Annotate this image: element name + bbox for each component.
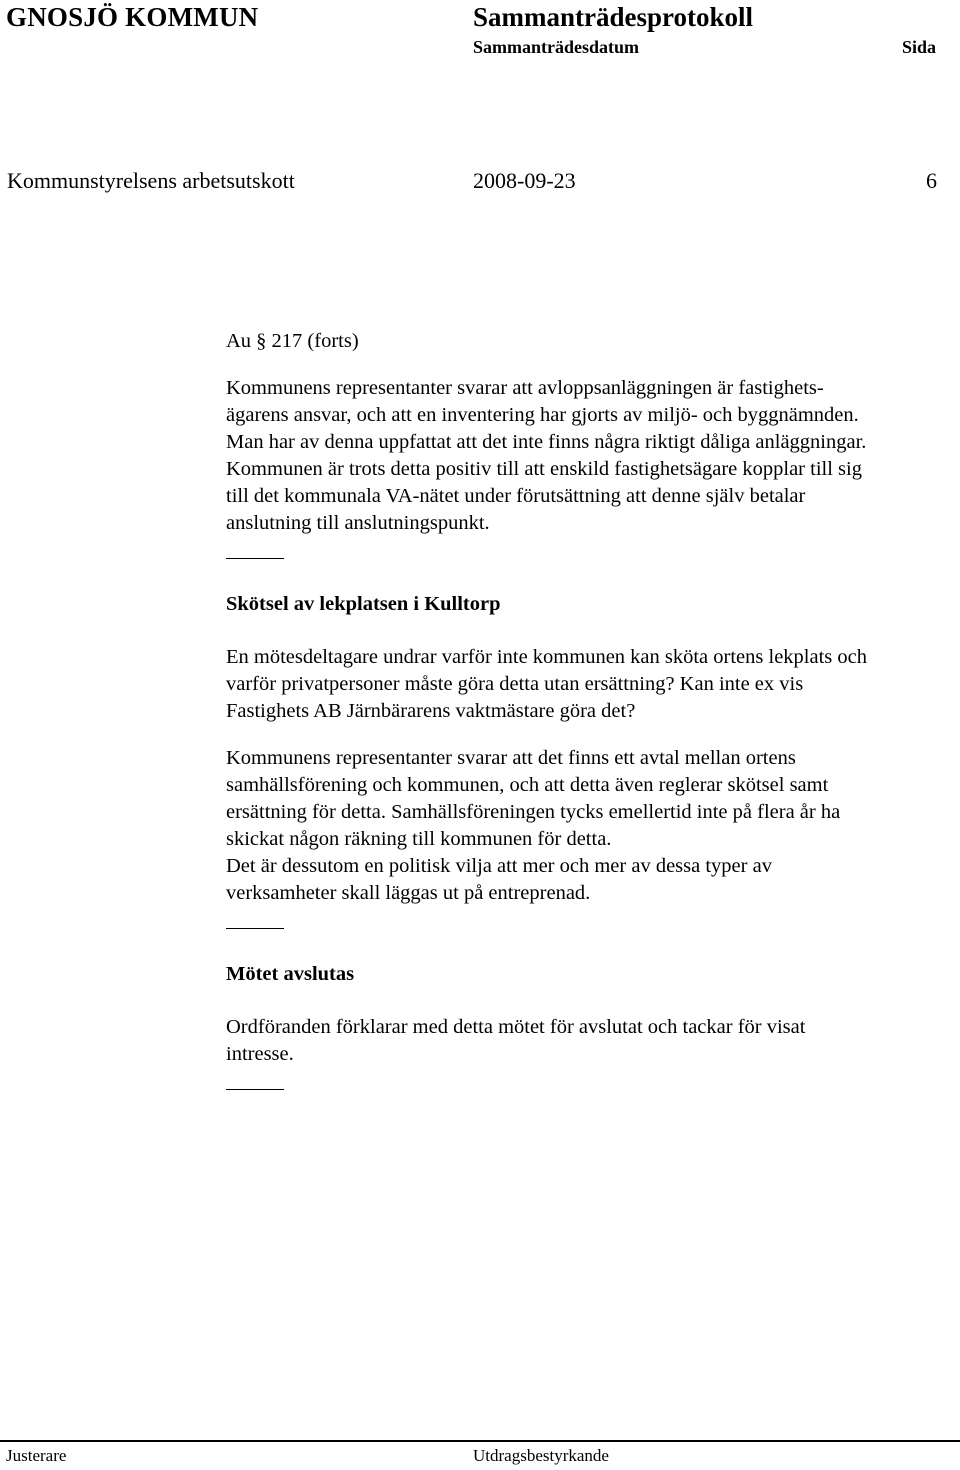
meeting-date-label: Sammanträdesdatum bbox=[473, 37, 640, 57]
text-line: En mötesdeltagare undrar varför inte kommunen kan sköta ortens lekplats och bbox=[226, 646, 867, 668]
text-line: Fastighets AB Järnbärarens vaktmästare göra det? bbox=[226, 700, 636, 722]
meeting-date: 2008-09-23 bbox=[473, 168, 576, 193]
case-reference: Au § 217 (forts) bbox=[226, 330, 359, 352]
heading-lekplats: Skötsel av lekplatsen i Kulltorp bbox=[226, 593, 501, 615]
document-title: Sammanträdesprotokoll bbox=[473, 2, 754, 32]
text-line: Man har av denna uppfattat att det inte finns några riktigt dåliga anläggningar. bbox=[226, 431, 867, 453]
paragraph-closing bbox=[226, 1014, 956, 1068]
text-line: till det kommunala VA-nätet under förutsättning att denne själv betalar bbox=[226, 485, 806, 507]
text-line: Kommunen är trots detta positiv till att enskild fastighetsägare kopplar till sig bbox=[226, 458, 862, 480]
text-line: Kommunens representanter svarar att det finns ett avtal mellan ortens bbox=[226, 747, 796, 769]
heading-motet-avslutas: Mötet avslutas bbox=[226, 963, 355, 985]
text-line: verksamheter skall läggas ut på entreprenad. bbox=[226, 882, 591, 904]
section-separator bbox=[226, 928, 284, 929]
utdragsbestyrkande-label: Utdragsbestyrkande bbox=[473, 1446, 609, 1465]
page-label: Sida bbox=[902, 37, 937, 57]
footer-rule bbox=[0, 1440, 960, 1442]
text-line: samhällsförening och kommunen, och att detta även reglerar skötsel samt bbox=[226, 774, 829, 796]
section-separator bbox=[226, 1089, 284, 1090]
text-line: varför privatpersoner måste göra detta utan ersättning? Kan inte ex vis bbox=[226, 673, 804, 695]
text-line: intresse. bbox=[226, 1043, 294, 1065]
text-line: anslutning till anslutningspunkt. bbox=[226, 512, 490, 534]
section-separator bbox=[226, 558, 284, 559]
text-line: Kommunens representanter svarar att avloppsanläggningen är fastighets- bbox=[226, 377, 824, 399]
paragraph-va-answer bbox=[226, 375, 956, 537]
org-name: GNOSJÖ KOMMUN bbox=[6, 2, 259, 32]
page-number: 6 bbox=[926, 168, 937, 193]
justerare-label: Justerare bbox=[6, 1446, 67, 1465]
text-line: ägarens ansvar, och att en inventering har gjorts av miljö- och byggnämnden. bbox=[226, 404, 859, 426]
text-line: skickat någon räkning till kommunen för detta. bbox=[226, 828, 612, 850]
text-line: ersättning för detta. Samhällsföreningen tycks emellertid inte på flera år ha bbox=[226, 801, 841, 823]
committee-name: Kommunstyrelsens arbetsutskott bbox=[7, 168, 295, 193]
paragraph-lekplats-question bbox=[226, 644, 956, 725]
text-line: Det är dessutom en politisk vilja att mer och mer av dessa typer av bbox=[226, 855, 772, 877]
paragraph-lekplats-answer bbox=[226, 745, 956, 907]
text-line: Ordföranden förklarar med detta mötet för avslutat och tackar för visat bbox=[226, 1016, 806, 1038]
protocol-body bbox=[226, 328, 956, 1122]
